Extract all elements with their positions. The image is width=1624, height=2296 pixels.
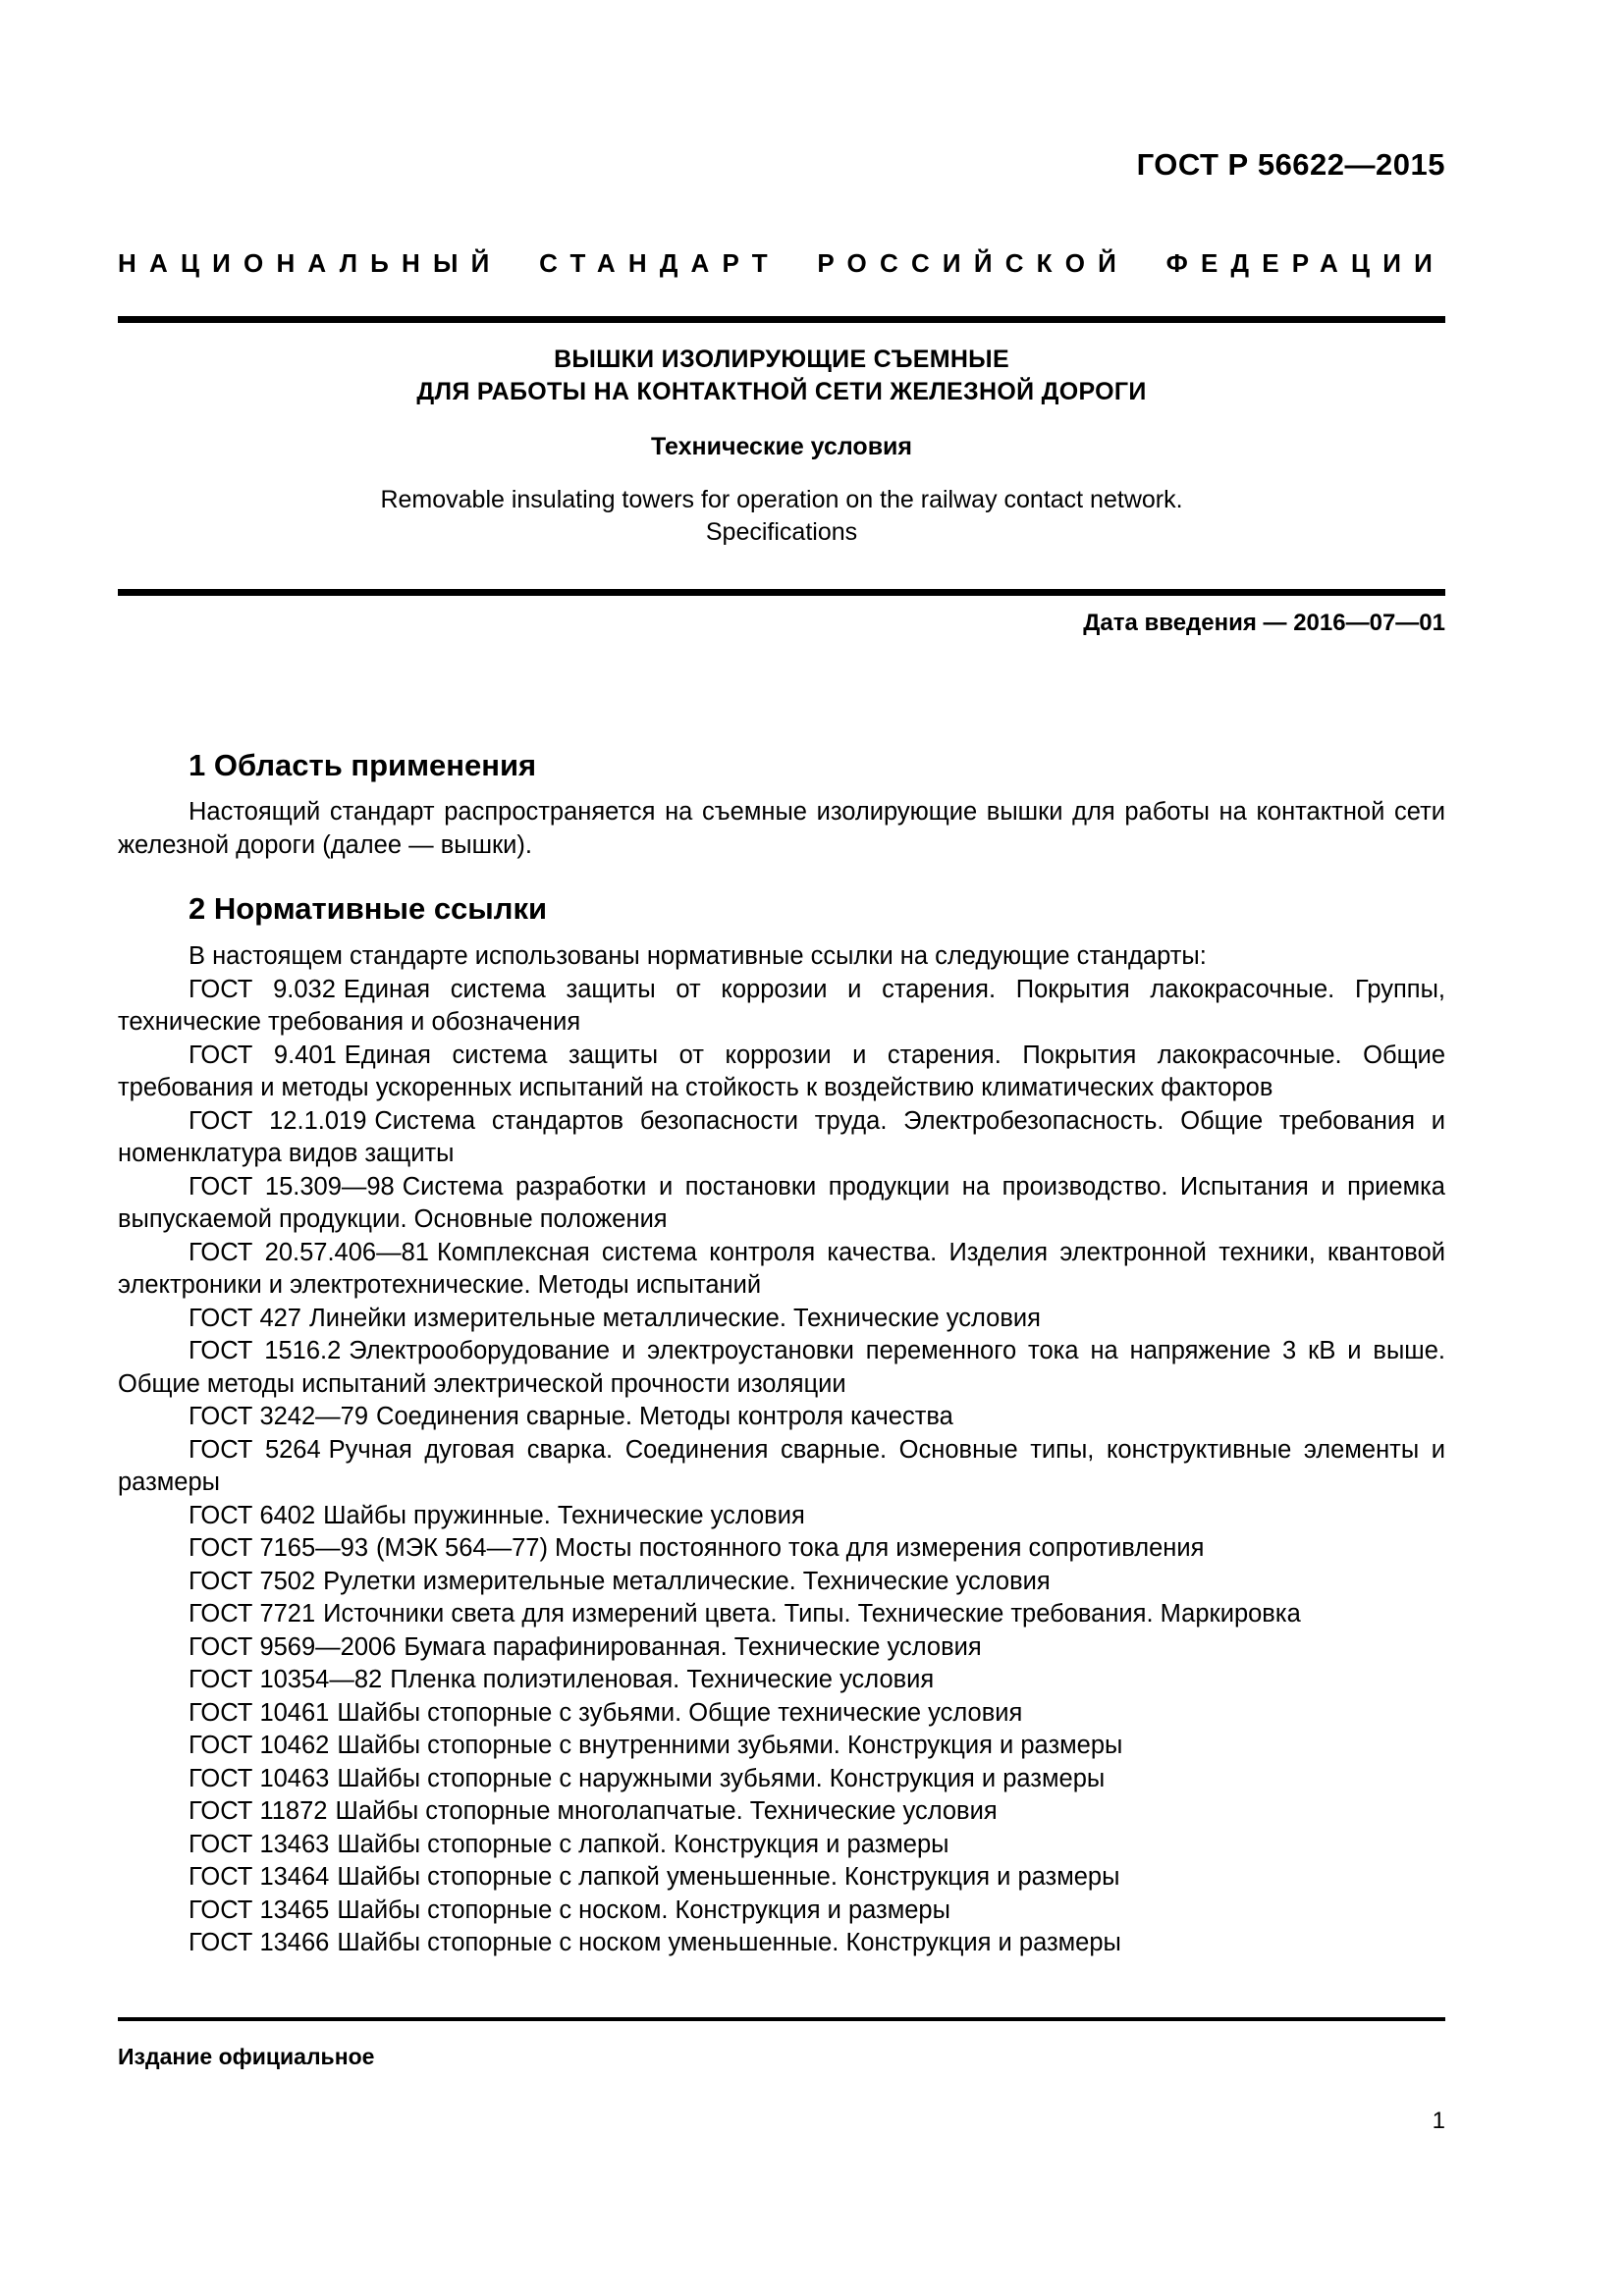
reference-code: ГОСТ 7502: [189, 1567, 316, 1595]
section-2-heading: 2 Нормативные ссылки: [189, 891, 548, 926]
section-2-intro: В настоящем стандарте использованы нормативные ссылки на следующие стандарты:: [189, 942, 1207, 970]
reference-code: ГОСТ 427: [189, 1304, 301, 1332]
reference-code: ГОСТ 10462: [189, 1732, 330, 1759]
reference-item: [118, 1927, 1445, 1960]
reference-item: [118, 1829, 1445, 1862]
reference-code: ГОСТ 7721: [189, 1600, 316, 1628]
edition-label: Издание официальное: [118, 2044, 375, 2069]
reference-item: [118, 1598, 1445, 1631]
reference-code: ГОСТ 10463: [189, 1764, 330, 1792]
reference-code: ГОСТ 13463: [189, 1830, 330, 1858]
reference-title: Шайбы стопорные с лапкой уменьшенные. Конструкция и размеры: [337, 1863, 1120, 1891]
reference-title: Комплексная система контроля качества. Изделия электронной техники, квантовой электроники и электротехнические. Методы испытаний: [118, 1238, 1445, 1299]
reference-code: ГОСТ 1516.2: [189, 1337, 342, 1364]
reference-item: [118, 1303, 1445, 1336]
reference-code: ГОСТ 13464: [189, 1863, 330, 1891]
reference-item: [118, 1105, 1445, 1171]
reference-title: (МЭК 564—77) Мосты постоянного тока для измерения сопротивления: [376, 1534, 1205, 1562]
national-standard-header: НАЦИОНАЛЬНЫЙ СТАНДАРТ РОССИЙСКОЙ ФЕДЕРАЦИИ: [118, 248, 1445, 278]
document-body: [118, 744, 1445, 1960]
reference-item: [118, 1631, 1445, 1665]
reference-title: Соединения сварные. Методы контроля качества: [376, 1403, 953, 1430]
reference-title: Шайбы стопорные с зубьями. Общие технические условия: [337, 1698, 1023, 1727]
subtitle-english: [118, 484, 1445, 549]
section-1-text: Настоящий стандарт распространяется на съемные изолирующие вышки для работы на контактной сети железной дороги (далее — вышки).: [118, 798, 1445, 859]
reference-title: Источники света для измерений цвета. Типы. Технические требования. Маркировка: [323, 1600, 1301, 1628]
reference-item: [118, 1861, 1445, 1895]
reference-code: ГОСТ 20.57.406—81: [189, 1238, 429, 1266]
page-number: 1: [1432, 2108, 1445, 2134]
title-line-1: ВЫШКИ ИЗОЛИРУЮЩИЕ СЪЕМНЫЕ: [554, 346, 1009, 373]
reference-title: Шайбы стопорные с наружными зубьями. Конструкция и размеры: [337, 1764, 1106, 1792]
reference-code: ГОСТ 9.032: [189, 975, 336, 1003]
reference-title: Шайбы стопорные с лапкой. Конструкция и размеры: [337, 1830, 949, 1858]
reference-item: [118, 974, 1445, 1040]
reference-code: ГОСТ 12.1.019: [189, 1106, 367, 1135]
subtitle-english-line-2: Specifications: [705, 518, 858, 546]
reference-title: Рулетки измерительные металлические. Технические условия: [323, 1567, 1051, 1595]
reference-code: ГОСТ 10354—82: [189, 1666, 383, 1693]
reference-code: ГОСТ 9569—2006: [189, 1632, 397, 1661]
reference-item: [118, 1664, 1445, 1697]
reference-title: Ручная дуговая сварка. Соединения сварные. Основные типы, конструктивные элементы и размеры: [118, 1435, 1445, 1496]
reference-code: ГОСТ 5264: [189, 1435, 321, 1464]
reference-title: Единая система защиты от коррозии и старения. Покрытия лакокрасочные. Группы, технические требования и обозначения: [118, 975, 1445, 1036]
introduction-date: Дата введения — 2016—07—01: [1083, 610, 1445, 636]
reference-item: [118, 1895, 1445, 1928]
reference-code: ГОСТ 3242—79: [189, 1403, 369, 1430]
reference-item: [118, 1795, 1445, 1829]
reference-title: Бумага парафинированная. Технические условия: [404, 1632, 982, 1661]
reference-code: ГОСТ 9.401: [189, 1041, 337, 1069]
reference-code: ГОСТ 11872: [189, 1797, 328, 1825]
reference-item: [118, 1763, 1445, 1796]
reference-code: ГОСТ 15.309—98: [189, 1172, 395, 1201]
reference-item: [118, 1500, 1445, 1533]
reference-item: [118, 1730, 1445, 1763]
reference-code: ГОСТ 13465: [189, 1896, 330, 1924]
title-divider: [118, 589, 1445, 596]
reference-title: Электрооборудование и электроустановки переменного тока на напряжение 3 кВ и выше. Общие методы испытаний электрической прочности изоляции: [118, 1337, 1446, 1398]
reference-code: ГОСТ 10461: [189, 1698, 330, 1727]
reference-title: Шайбы стопорные с внутренними зубьями. Конструкция и размеры: [337, 1732, 1123, 1759]
reference-code: ГОСТ 13466: [189, 1929, 330, 1956]
reference-item: [118, 1434, 1445, 1500]
document-number: ГОСТ Р 56622—2015: [1136, 147, 1445, 182]
reference-title: Шайбы стопорные с носком уменьшенные. Конструкция и размеры: [337, 1929, 1121, 1956]
reference-title: Единая система защиты от коррозии и старения. Покрытия лакокрасочные. Общие требования и методы ускоренных испытаний на стойкость к воздействию климатических факторов: [118, 1041, 1445, 1101]
title-block: [118, 344, 1445, 549]
header-divider: [118, 316, 1445, 323]
reference-item: [118, 1040, 1445, 1105]
reference-item: [118, 1401, 1445, 1434]
reference-code: ГОСТ 7165—93: [189, 1534, 369, 1562]
reference-item: [118, 1697, 1445, 1731]
title-line-2: ДЛЯ РАБОТЫ НА КОНТАКТНОЙ СЕТИ ЖЕЛЕЗНОЙ ДОРОГИ: [416, 378, 1147, 405]
subtitle-english-line-1: Removable insulating towers for operation on the railway contact network.: [380, 486, 1183, 513]
subtitle-russian: Технические условия: [650, 433, 913, 460]
reference-title: Шайбы стопорные с носком. Конструкция и размеры: [337, 1896, 950, 1924]
reference-title: Шайбы стопорные многолапчатые. Технические условия: [335, 1797, 998, 1825]
reference-item: [118, 1237, 1445, 1303]
reference-title: Пленка полиэтиленовая. Технические условия: [390, 1666, 935, 1693]
reference-item: [118, 1335, 1445, 1401]
reference-title: Система стандартов безопасности труда. Электробезопасность. Общие требования и номенклатура видов защиты: [118, 1106, 1446, 1167]
reference-title: Линейки измерительные металлические. Технические условия: [309, 1304, 1041, 1332]
references-list: [118, 974, 1445, 1960]
footer-divider: [118, 2017, 1445, 2021]
reference-title: Система разработки и постановки продукции на производство. Испытания и приемка выпускаемой продукции. Основные положения: [118, 1172, 1445, 1233]
reference-code: ГОСТ 6402: [189, 1501, 316, 1529]
reference-item: [118, 1566, 1445, 1599]
reference-item: [118, 1532, 1445, 1566]
section-1-heading: 1 Область применения: [189, 748, 537, 782]
reference-title: Шайбы пружинные. Технические условия: [323, 1501, 805, 1529]
reference-item: [118, 1171, 1445, 1237]
